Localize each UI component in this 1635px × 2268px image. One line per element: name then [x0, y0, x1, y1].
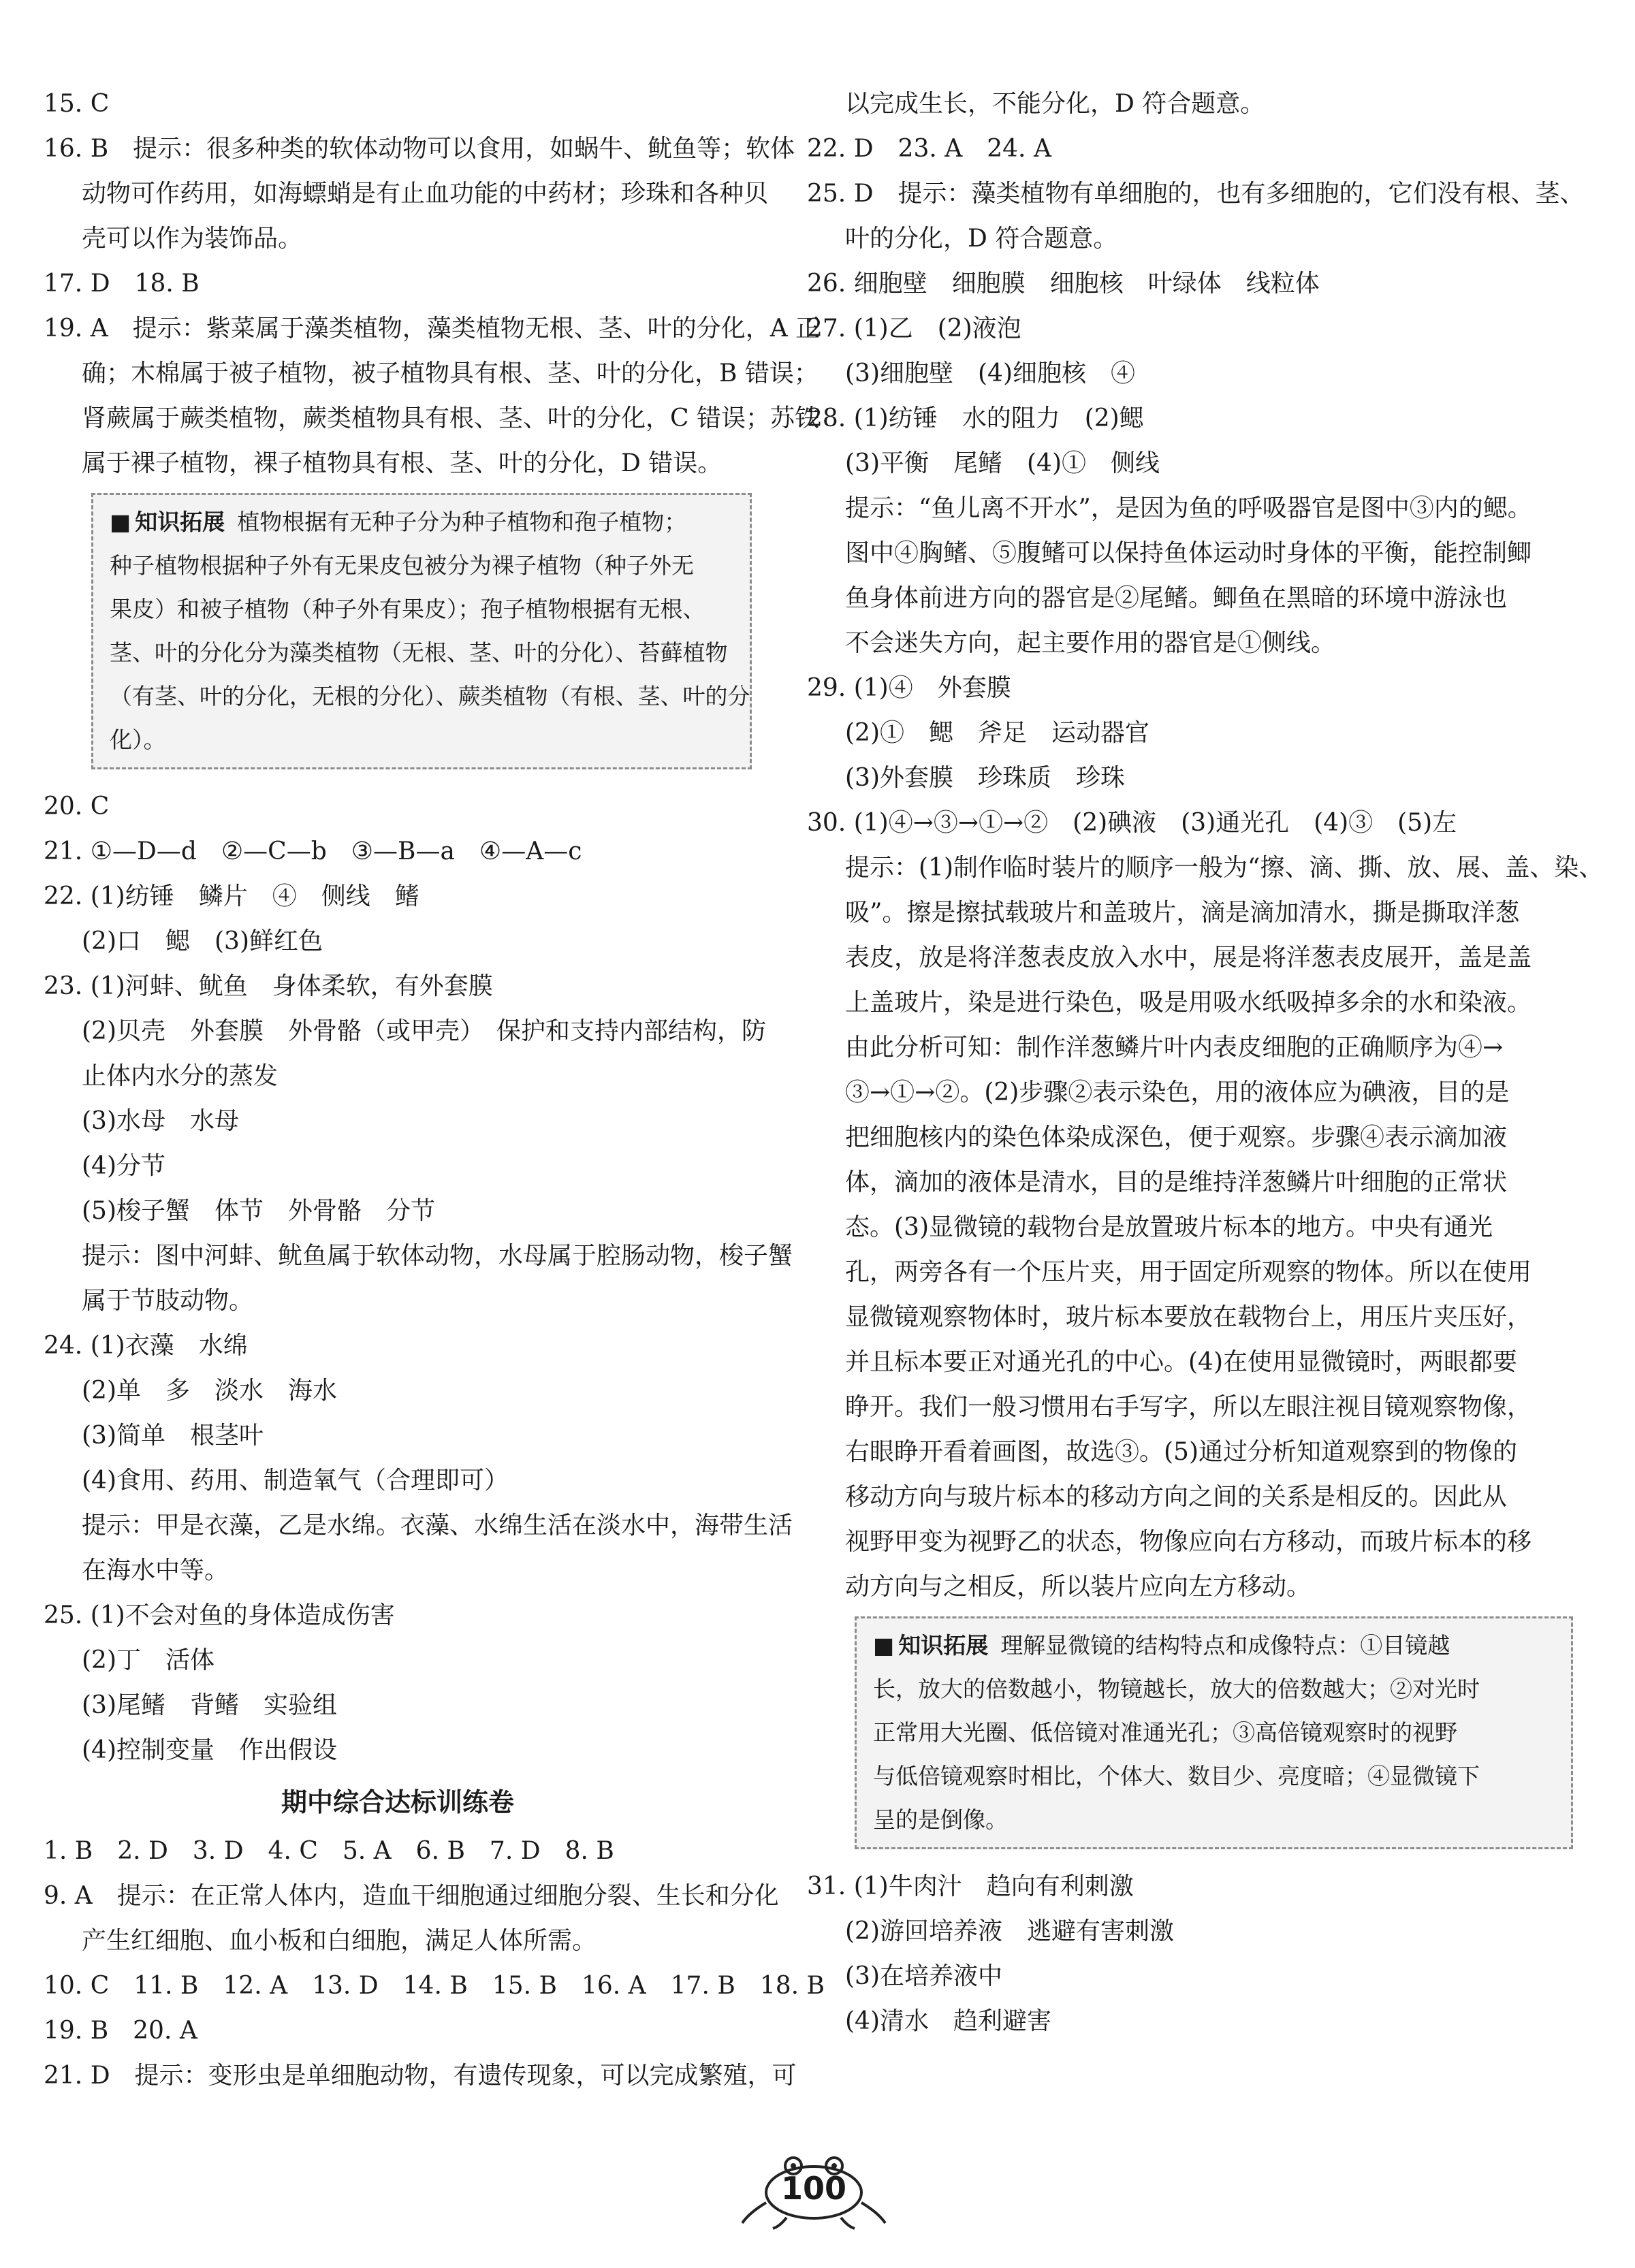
- box-line: 呈的是倒像。: [873, 1806, 1008, 1833]
- answer-20: 20. C: [44, 793, 110, 820]
- answer-21: 21. ①—D—d ②—C—b ③—B—a ④—A—c: [44, 837, 582, 865]
- answer-17-18: 17. D 18. B: [44, 270, 200, 298]
- midterm-answer-21-cont: 以完成生长，不能分化，D 符合题意。: [845, 90, 1265, 118]
- box-line: 理解显微镜的结构特点和成像特点：①目镜越: [1000, 1632, 1450, 1659]
- answer-15: 15. C: [44, 90, 110, 118]
- answer-line: 25. (1)不会对鱼的身体造成伤害: [44, 1601, 395, 1629]
- answer-line: 孔，两旁各有一个压片夹，用于固定所观察的物体。所以在使用: [845, 1258, 1532, 1286]
- answer-line: (3)平衡 尾鳍 (4)① 侧线: [845, 449, 1160, 477]
- knowledge-extension-label: ■ 知识拓展: [110, 509, 225, 535]
- answer-line: (4)控制变量 作出假设: [82, 1736, 337, 1764]
- midterm-answer-26: 26. 细胞壁 细胞膜 细胞核 叶绿体 线粒体: [807, 270, 1320, 298]
- answer-line: (2)单 多 淡水 海水: [82, 1377, 337, 1405]
- answer-line: 肾蕨属于蕨类植物，蕨类植物具有根、茎、叶的分化，C 错误；苏铁: [82, 404, 819, 432]
- answer-22: [44, 874, 752, 964]
- answer-line: 移动方向与玻片标本的移动方向之间的关系是相反的。因此从: [845, 1483, 1508, 1511]
- answer-line: 27. (1)乙 (2)液泡: [807, 315, 1021, 342]
- answer-line: 提示：图中河蚌、鱿鱼属于软体动物，水母属于腔肠动物，梭子蟹: [82, 1242, 793, 1270]
- section-title: 期中综合达标训练卷: [281, 1787, 514, 1817]
- answer-line: 吸”。擦是擦拭载玻片和盖玻片，滴是滴加清水，撕是撕取洋葱: [845, 899, 1520, 927]
- answer-line: 确；木棉属于被子植物，被子植物具有根、茎、叶的分化，B 错误；: [82, 360, 819, 387]
- answer-line: 24. (1)衣藻 水绵: [44, 1332, 248, 1360]
- knowledge-extension-box: [91, 493, 752, 769]
- answer-line: (5)梭子蟹 体节 外骨骼 分节: [82, 1197, 435, 1225]
- midterm-answers-10-18: 10. C 11. B 12. A 13. D 14. B 15. B 16. A 17. B 18. B: [44, 1972, 825, 2000]
- midterm-answers-1-8: 1. B 2. D 3. D 4. C 5. A 6. B 7. D 8. B: [44, 1837, 614, 1865]
- answer-line: 提示：“鱼儿离不开水”，是因为鱼的呼吸器官是图中③内的鳃。: [845, 494, 1532, 522]
- answer-line: 产生红细胞、血小板和白细胞，满足人体所需。: [82, 1927, 597, 1955]
- midterm-answer-29: [807, 666, 1573, 801]
- answer-line: 显微镜观察物体时，玻片标本要放在载物台上，用压片夹压好，: [845, 1303, 1532, 1331]
- right-column: [807, 82, 1604, 2044]
- answer-line: 22. (1)纺锤 鳞片 ④ 侧线 鳍: [44, 882, 419, 910]
- answer-line: 30. (1)④→③→①→② (2)碘液 (3)通光孔 (4)③ (5)左: [807, 809, 1457, 837]
- answer-line: 动物可作药用，如海螵蛸是有止血功能的中药材；珍珠和各种贝: [82, 180, 769, 208]
- answer-line: 视野甲变为视野乙的状态，物像应向右方移动，而玻片标本的移: [845, 1528, 1532, 1556]
- answer-line: (3)外套膜 珍珠质 珍珠: [845, 764, 1125, 792]
- answer-line: 19. A 提示：紫菜属于藻类植物，藻类植物无根、茎、叶的分化，A 正: [44, 315, 821, 342]
- answer-line: (3)在培养液中: [845, 1962, 1002, 1990]
- answer-line: 叶的分化，D 符合题意。: [845, 225, 1118, 253]
- midterm-answer-9: [44, 1874, 779, 1964]
- answer-23: [44, 964, 793, 1324]
- midterm-answers-22-24: 22. D 23. A 24. A: [807, 135, 1051, 163]
- knowledge-extension-label: ■ 知识拓展: [873, 1632, 988, 1659]
- answer-line: (2)① 鳃 斧足 运动器官: [845, 719, 1149, 747]
- answer-line: (3)尾鳍 背鳍 实验组: [82, 1691, 337, 1719]
- answer-line: 体，滴加的液体是清水，目的是维持洋葱鳞片叶细胞的正常状: [845, 1168, 1508, 1196]
- box-line: 化）。: [110, 726, 166, 753]
- midterm-answer-28: [807, 396, 1573, 666]
- answer-line: 鱼身体前进方向的器官是②尾鳍。鲫鱼在黑暗的环境中游泳也: [845, 584, 1508, 612]
- answer-line: (2)口 鳃 (3)鲜红色: [82, 927, 323, 955]
- answer-line: 止体内水分的蒸发: [82, 1062, 279, 1090]
- answer-line: 不会迷失方向，起主要作用的器官是①侧线。: [845, 629, 1336, 657]
- midterm-answer-21: 21. D 提示：变形虫是单细胞动物，有遗传现象，可以完成繁殖，可: [44, 2062, 797, 2090]
- answer-25: [44, 1593, 752, 1773]
- answer-line: (4)食用、药用、制造氧气（合理即可）: [82, 1467, 509, 1495]
- answer-line: (3)细胞壁 (4)细胞核 ④: [845, 360, 1135, 387]
- answer-line: 图中④胸鳍、⑤腹鳍可以保持鱼体运动时身体的平衡，能控制鲫: [845, 539, 1532, 567]
- box-line: 正常用大光圈、低倍镜对准通光孔；③高倍镜观察时的视野: [873, 1719, 1457, 1746]
- answer-line: 在海水中等。: [82, 1556, 229, 1584]
- midterm-answer-27: [807, 306, 1573, 396]
- answer-line: 右眼睁开看着画图，故选③。(5)通过分析知道观察到的物像的: [845, 1438, 1517, 1466]
- answer-line: 动方向与之相反，所以装片应向左方移动。: [845, 1573, 1312, 1601]
- midterm-answer-25: [807, 172, 1585, 261]
- left-column: [44, 82, 825, 2098]
- answer-24: [44, 1324, 793, 1593]
- answer-line: 属于节肢动物。: [82, 1287, 254, 1315]
- answer-16: [44, 127, 795, 261]
- answer-line: (3)水母 水母: [82, 1107, 239, 1135]
- box-line: 果皮）和被子植物（种子外有果皮）；孢子植物根据有无根、: [110, 596, 705, 622]
- page-number: 100: [780, 2170, 847, 2207]
- answer-line: ③→①→②。(2)步骤②表示染色，用的液体应为碘液，目的是: [845, 1079, 1510, 1106]
- answer-line: 31. (1)牛肉汁 趋向有利刺激: [807, 1872, 1134, 1900]
- knowledge-extension-box: [855, 1616, 1573, 1849]
- answer-line: (2)贝壳 外套膜 外骨骼（或甲壳） 保护和支持内部结构，防: [82, 1017, 766, 1045]
- box-line: 植物根据有无种子分为种子植物和孢子植物；: [237, 509, 687, 535]
- box-line: （有茎、叶的分化，无根的分化）、蕨类植物（有根、茎、叶的分: [110, 683, 750, 709]
- box-line: 茎、叶的分化分为藻类植物（无根、茎、叶的分化）、苔藓植物: [110, 639, 728, 666]
- answer-line: 态。(3)显微镜的载物台是放置玻片标本的地方。中央有通光: [845, 1213, 1493, 1241]
- answer-line: (4)清水 趋利避害: [845, 2007, 1051, 2035]
- answer-line: (3)简单 根茎叶: [82, 1422, 264, 1450]
- answer-line: 23. (1)河蚌、鱿鱼 身体柔软，有外套膜: [44, 972, 493, 1000]
- box-line: 种子植物根据种子外有无果皮包被分为裸子植物（种子外无: [110, 552, 694, 579]
- answer-line: 并且标本要正对通光孔的中心。(4)在使用显微镜时，两眼都要: [845, 1348, 1517, 1376]
- answer-line: 28. (1)纺锤 水的阻力 (2)鳃: [807, 404, 1144, 432]
- answer-line: 表皮，放是将洋葱表皮放入水中，展是将洋葱表皮展开，盖是盖: [845, 944, 1532, 972]
- answer-line: 由此分析可知：制作洋葱鳞片叶内表皮细胞的正确顺序为④→: [845, 1034, 1504, 1061]
- answer-line: (2)游回培养液 逃避有害刺激: [845, 1917, 1174, 1945]
- answer-line: 16. B 提示：很多种类的软体动物可以食用，如蜗牛、鱿鱼等；软体: [44, 135, 795, 163]
- answer-line: 9. A 提示：在正常人体内，造血干细胞通过细胞分裂、生长和分化: [44, 1882, 779, 1910]
- answer-line: (2)丁 活体: [82, 1646, 215, 1674]
- answer-line: (4)分节: [82, 1152, 165, 1180]
- answer-line: 29. (1)④ 外套膜: [807, 674, 1011, 702]
- answer-line: 25. D 提示：藻类植物有单细胞的，也有多细胞的，它们没有根、茎、: [807, 180, 1585, 208]
- answer-line: 属于裸子植物，裸子植物具有根、茎、叶的分化，D 错误。: [82, 449, 723, 477]
- answer-19: [44, 306, 821, 486]
- answer-line: 壳可以作为装饰品。: [82, 225, 303, 253]
- box-line: 长，放大的倍数越小，物镜越长，放大的倍数越大；②对光时: [873, 1676, 1480, 1702]
- midterm-answer-30: [807, 801, 1604, 1610]
- answer-line: 提示：甲是衣藻，乙是水绵。衣藻、水绵生活在淡水中，海带生活: [82, 1512, 793, 1539]
- answer-line: 睁开。我们一般习惯用右手写字，所以左眼注视目镜观察物像，: [845, 1393, 1532, 1421]
- page-number-badge: [735, 2155, 892, 2230]
- midterm-answer-31: [807, 1864, 1573, 2044]
- answer-line: 把细胞核内的染色体染成深色，便于观察。步骤④表示滴加液: [845, 1123, 1508, 1151]
- midterm-answers-19-20: 19. B 20. A: [44, 2017, 197, 2045]
- answer-line: 上盖玻片，染是进行染色，吸是用吸水纸吸掉多余的水和染液。: [845, 989, 1532, 1017]
- answer-line: 提示：(1)制作临时装片的顺序一般为“擦、滴、撕、放、展、盖、染、: [845, 854, 1604, 882]
- box-line: 与低倍镜观察时相比，个体大、数目少、亮度暗；④显微镜下: [873, 1763, 1480, 1789]
